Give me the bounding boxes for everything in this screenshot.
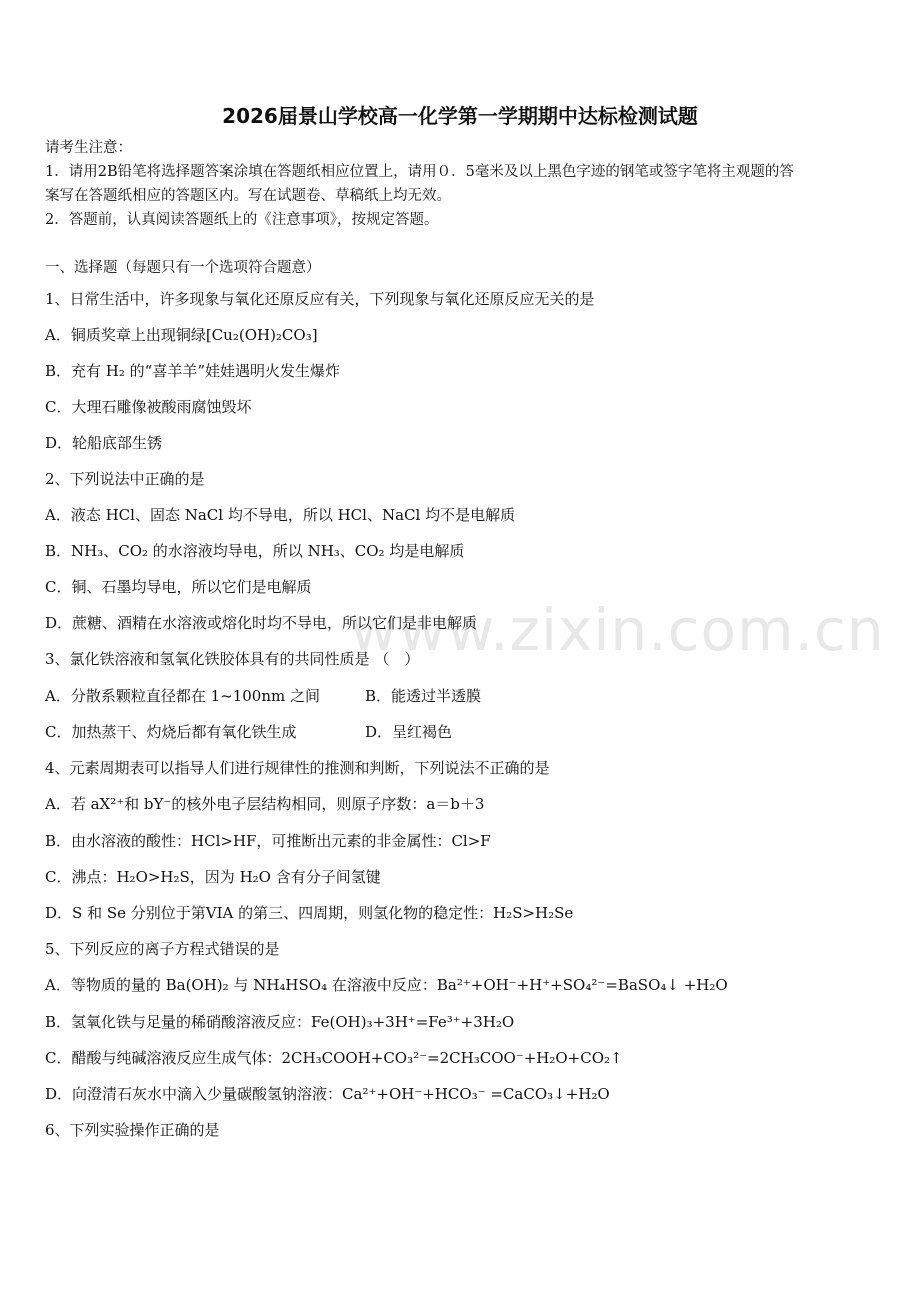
question-5-option-b: B．氢氧化铁与足量的稀硝酸溶液反应：Fe(OH)₃+3H⁺=Fe³⁺+3H₂O xyxy=(45,1013,515,1031)
question-4-stem: 4、元素周期表可以指导人们进行规律性的推测和判断，下列说法不正确的是 xyxy=(45,759,550,777)
question-1-option-b: B．充有 H₂ 的“喜羊羊”娃娃遇明火发生爆炸 xyxy=(45,362,340,380)
question-3-option-d: D．呈红褐色 xyxy=(365,723,453,741)
question-5-option-a: A．等物质的量的 Ba(OH)₂ 与 NH₄HSO₄ 在溶液中反应：Ba²⁺+OH⁻+H⁺+SO₄²⁻=BaSO₄↓ +H₂O xyxy=(45,976,728,994)
question-2-option-c: C．铜、石墨均导电，所以它们是电解质 xyxy=(45,578,312,596)
watermark: www.zixin.com.cn xyxy=(350,596,885,664)
question-1-stem: 1、日常生活中，许多现象与氧化还原反应有关，下列现象与氧化还原反应无关的是 xyxy=(45,290,595,308)
question-1-option-a: A．铜质奖章上出现铜绿[Cu₂(OH)₂CO₃] xyxy=(45,326,318,344)
question-3-option-a: A．分散系颗粒直径都在 1~100nm 之间 xyxy=(45,687,320,705)
question-5-stem: 5、下列反应的离子方程式错误的是 xyxy=(45,940,280,958)
question-5-option-d: D．向澄清石灰水中滴入少量碳酸氢钠溶液：Ca²⁺+OH⁻+HCO₃⁻ =CaCO₃↓+H₂O xyxy=(45,1085,610,1103)
question-4-option-b: B．由水溶液的酸性：HCl>HF，可推断出元素的非金属性：Cl>F xyxy=(45,832,491,850)
notice-item-1-line-1: 1．请用2B铅笔将选择题答案涂填在答题纸相应位置上，请用０．5毫米及以上黑色字迹的钢笔或签字笔将主观题的答 xyxy=(45,164,794,180)
question-2-option-d: D．蔗糖、酒精在水溶液或熔化时均不导电，所以它们是非电解质 xyxy=(45,614,478,632)
question-2-option-a: A．液态 HCl、固态 NaCl 均不导电，所以 HCl、NaCl 均不是电解质 xyxy=(45,506,516,524)
question-2-stem: 2、下列说法中正确的是 xyxy=(45,470,205,488)
question-4-option-d: D．S 和 Se 分别位于第VIA 的第三、四周期，则氢化物的稳定性：H₂S>H₂Se xyxy=(45,904,574,922)
question-1-option-c: C．大理石雕像被酸雨腐蚀毁坏 xyxy=(45,398,252,416)
question-3-stem: 3、氯化铁溶液和氢氧化铁胶体具有的共同性质是 （ ） xyxy=(45,650,420,668)
question-6-stem: 6、下列实验操作正确的是 xyxy=(45,1121,220,1139)
question-1-option-d: D．轮船底部生锈 xyxy=(45,434,163,452)
question-4-option-c: C．沸点：H₂O>H₂S，因为 H₂O 含有分子间氢键 xyxy=(45,868,381,886)
question-3-option-c: C．加热蒸干、灼烧后都有氧化铁生成 xyxy=(45,723,297,741)
notice-item-1-line-2: 案写在答题纸相应的答题区内。写在试题卷、草稿纸上均无效。 xyxy=(45,188,451,204)
notice-heading: 请考生注意： xyxy=(45,140,132,156)
question-4-option-a: A．若 aX²⁺和 bY⁻的核外电子层结构相同，则原子序数：a＝b＋3 xyxy=(45,795,485,813)
page-title: 2026届景山学校高一化学第一学期期中达标检测试题 xyxy=(222,104,698,128)
question-5-option-c: C．醋酸与纯碱溶液反应生成气体：2CH₃COOH+CO₃²⁻=2CH₃COO⁻+H₂O+CO₂↑ xyxy=(45,1049,623,1067)
section-title: 一、选择题（每题只有一个选项符合题意） xyxy=(45,260,321,276)
notice-item-2: 2．答题前，认真阅读答题纸上的《注意事项》，按规定答题。 xyxy=(45,212,439,228)
question-2-option-b: B．NH₃、CO₂ 的水溶液均导电，所以 NH₃、CO₂ 均是电解质 xyxy=(45,542,465,560)
question-3-option-b: B．能透过半透膜 xyxy=(365,687,482,705)
